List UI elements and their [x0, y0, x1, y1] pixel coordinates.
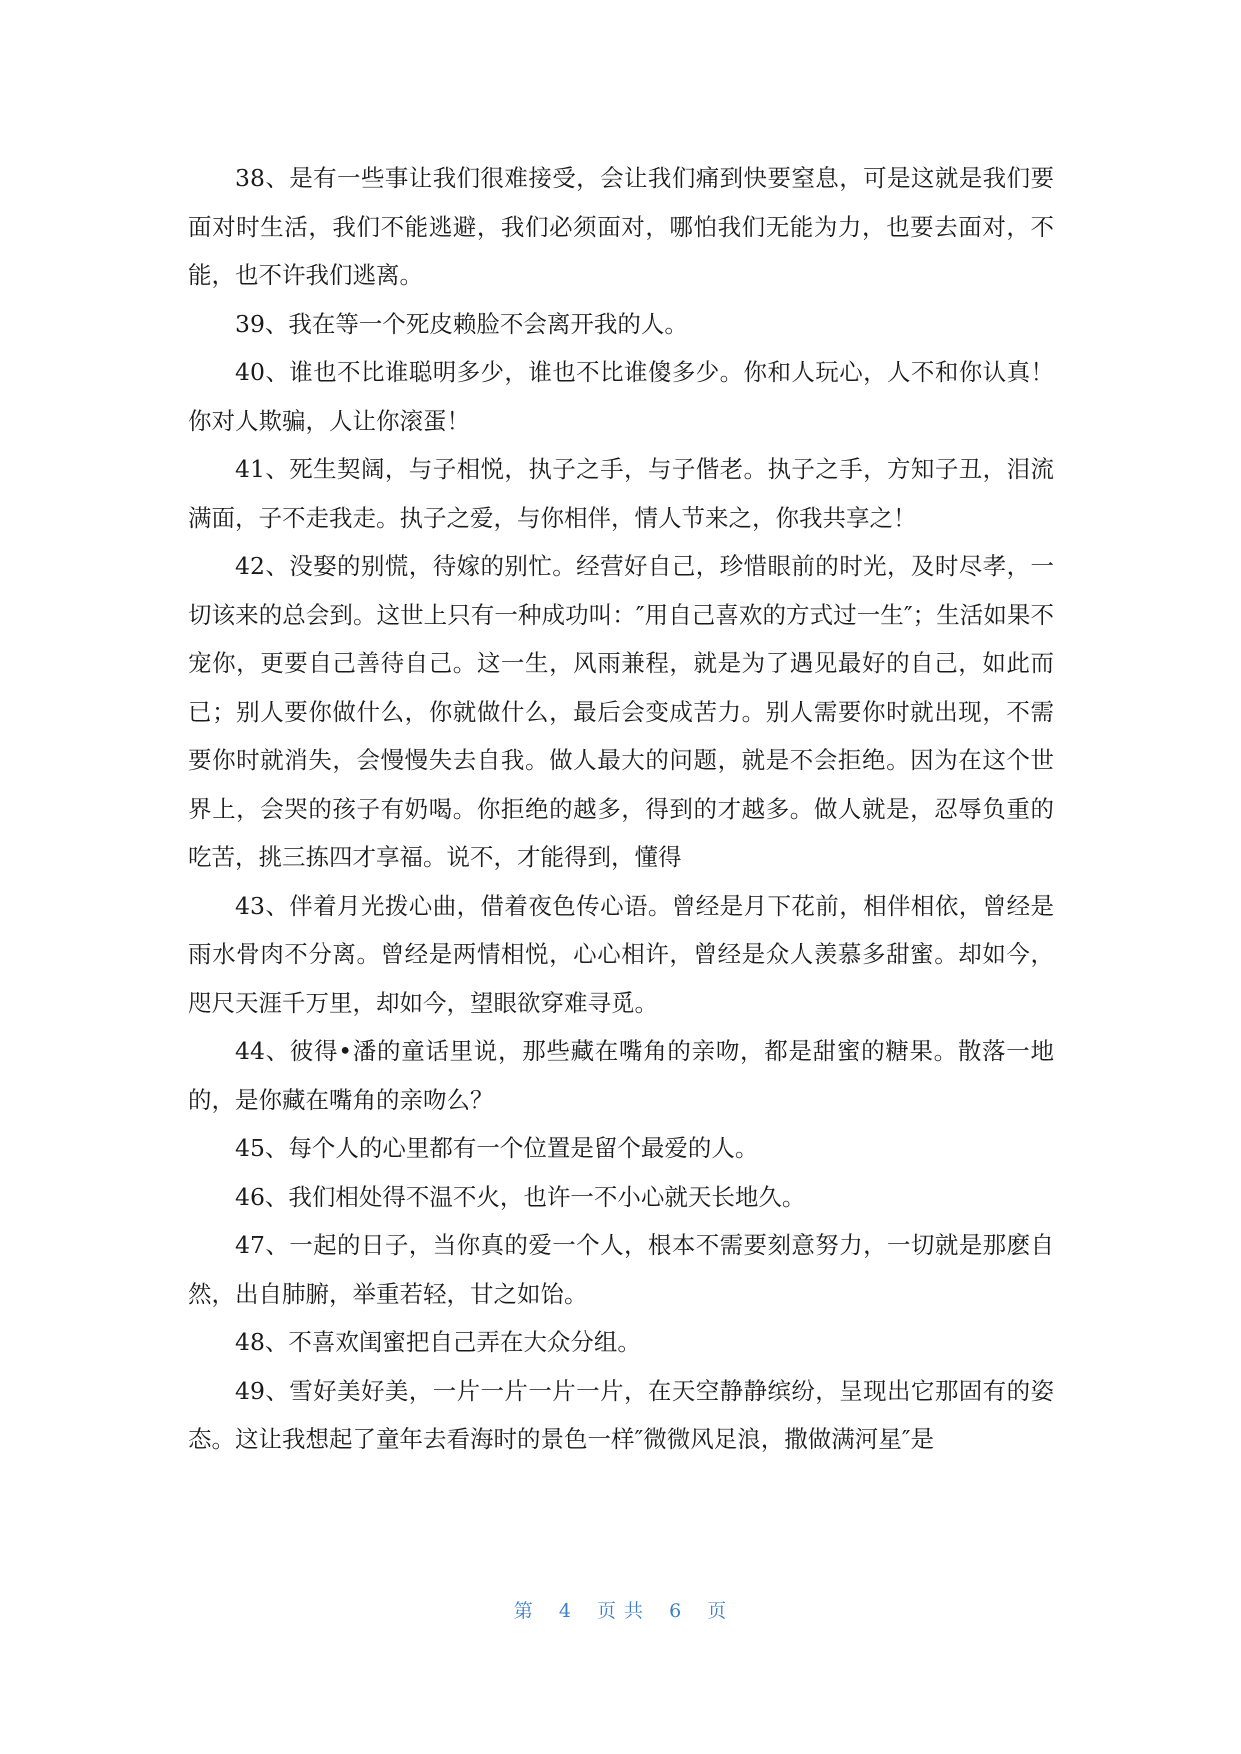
- paragraph-39: 39、我在等一个死皮赖脸不会离开我的人。: [235, 309, 688, 338]
- footer-ye-gong: 页 共: [596, 1600, 645, 1622]
- footer-current-page: 4: [558, 1600, 572, 1622]
- paragraph-46: 46、我们相处得不温不火，也许一不小心就天长地久。: [235, 1182, 806, 1211]
- paragraph-44: 44、彼得•潘的童话里说，那些藏在嘴角的亲吻，都是甜蜜的糖果。散落一地的，是你藏在嘴角的亲吻么？: [188, 1037, 1054, 1114]
- paragraph-45: 45、每个人的心里都有一个位置是留个最爱的人。: [235, 1134, 759, 1162]
- footer-di: 第: [513, 1600, 534, 1622]
- paragraph-47: 47、一起的日子，当你真的爱一个人，根本不需要刻意努力，一切就是那麽自然，出自肺腑，举重若轻，甘之如饴。: [188, 1231, 1054, 1308]
- footer-total-pages: 6: [669, 1600, 683, 1622]
- document-body: [188, 154, 1054, 1464]
- footer-ye: 页: [707, 1600, 728, 1622]
- paragraph-49: 49、雪好美好美，一片一片一片一片，在天空静静缤纷，呈现出它那固有的姿态。这让我想起了童年去看海时的景色一样″微微风足浪，撒做满河星″是: [188, 1376, 1054, 1453]
- paragraph-42: 42、没娶的别慌，待嫁的别忙。经营好自己，珍惜眼前的时光，及时尽孝，一切该来的总会到。这世上只有一种成功叫：″用自己喜欢的方式过一生″；生活如果不宠你，更要自己善待自己。这一生，风雨兼程，就是为了遇见最好的自己，如此而已；别人要你做什么，你就做什么，最后会变成苦力。别人需要你时就出现，不需要你时就消失，会慢慢失去自我。做人最大的问题，就是不会拒绝。因为在这个世界上，会哭的孩子有奶喝。你拒绝的越多，得到的才越多。做人就是，忍辱负重的吃苦，挑三拣四才享福。说不，才能得到，懂得: [188, 552, 1054, 871]
- paragraph-38: 38、是有一些事让我们很难接受，会让我们痛到快要窒息，可是这就是我们要面对时生活，我们不能逃避，我们必须面对，哪怕我们无能为力，也要去面对，不能，也不许我们逃离。: [188, 164, 1054, 289]
- paragraph-41: 41、死生契阔，与子相悦，执子之手，与子偕老。执子之手，方知子丑，泪流满面，子不走我走。执子之爱，与你相伴，情人节来之，你我共享之！: [188, 455, 1054, 532]
- page-footer: [0, 1596, 1241, 1623]
- paragraph-40: 40、谁也不比谁聪明多少，谁也不比谁傻多少。你和人玩心，人不和你认真！你对人欺骗，人让你滚蛋！: [188, 358, 1054, 435]
- paragraph-43: 43、伴着月光拨心曲，借着夜色传心语。曾经是月下花前，相伴相依，曾经是雨水骨肉不分离。曾经是两情相悦，心心相许，曾经是众人羡慕多甜蜜。却如今，咫尺天涯千万里，却如今，望眼欲穿难寻觅。: [188, 891, 1054, 1017]
- paragraph-48: 48、不喜欢闺蜜把自己弄在大众分组。: [235, 1328, 641, 1356]
